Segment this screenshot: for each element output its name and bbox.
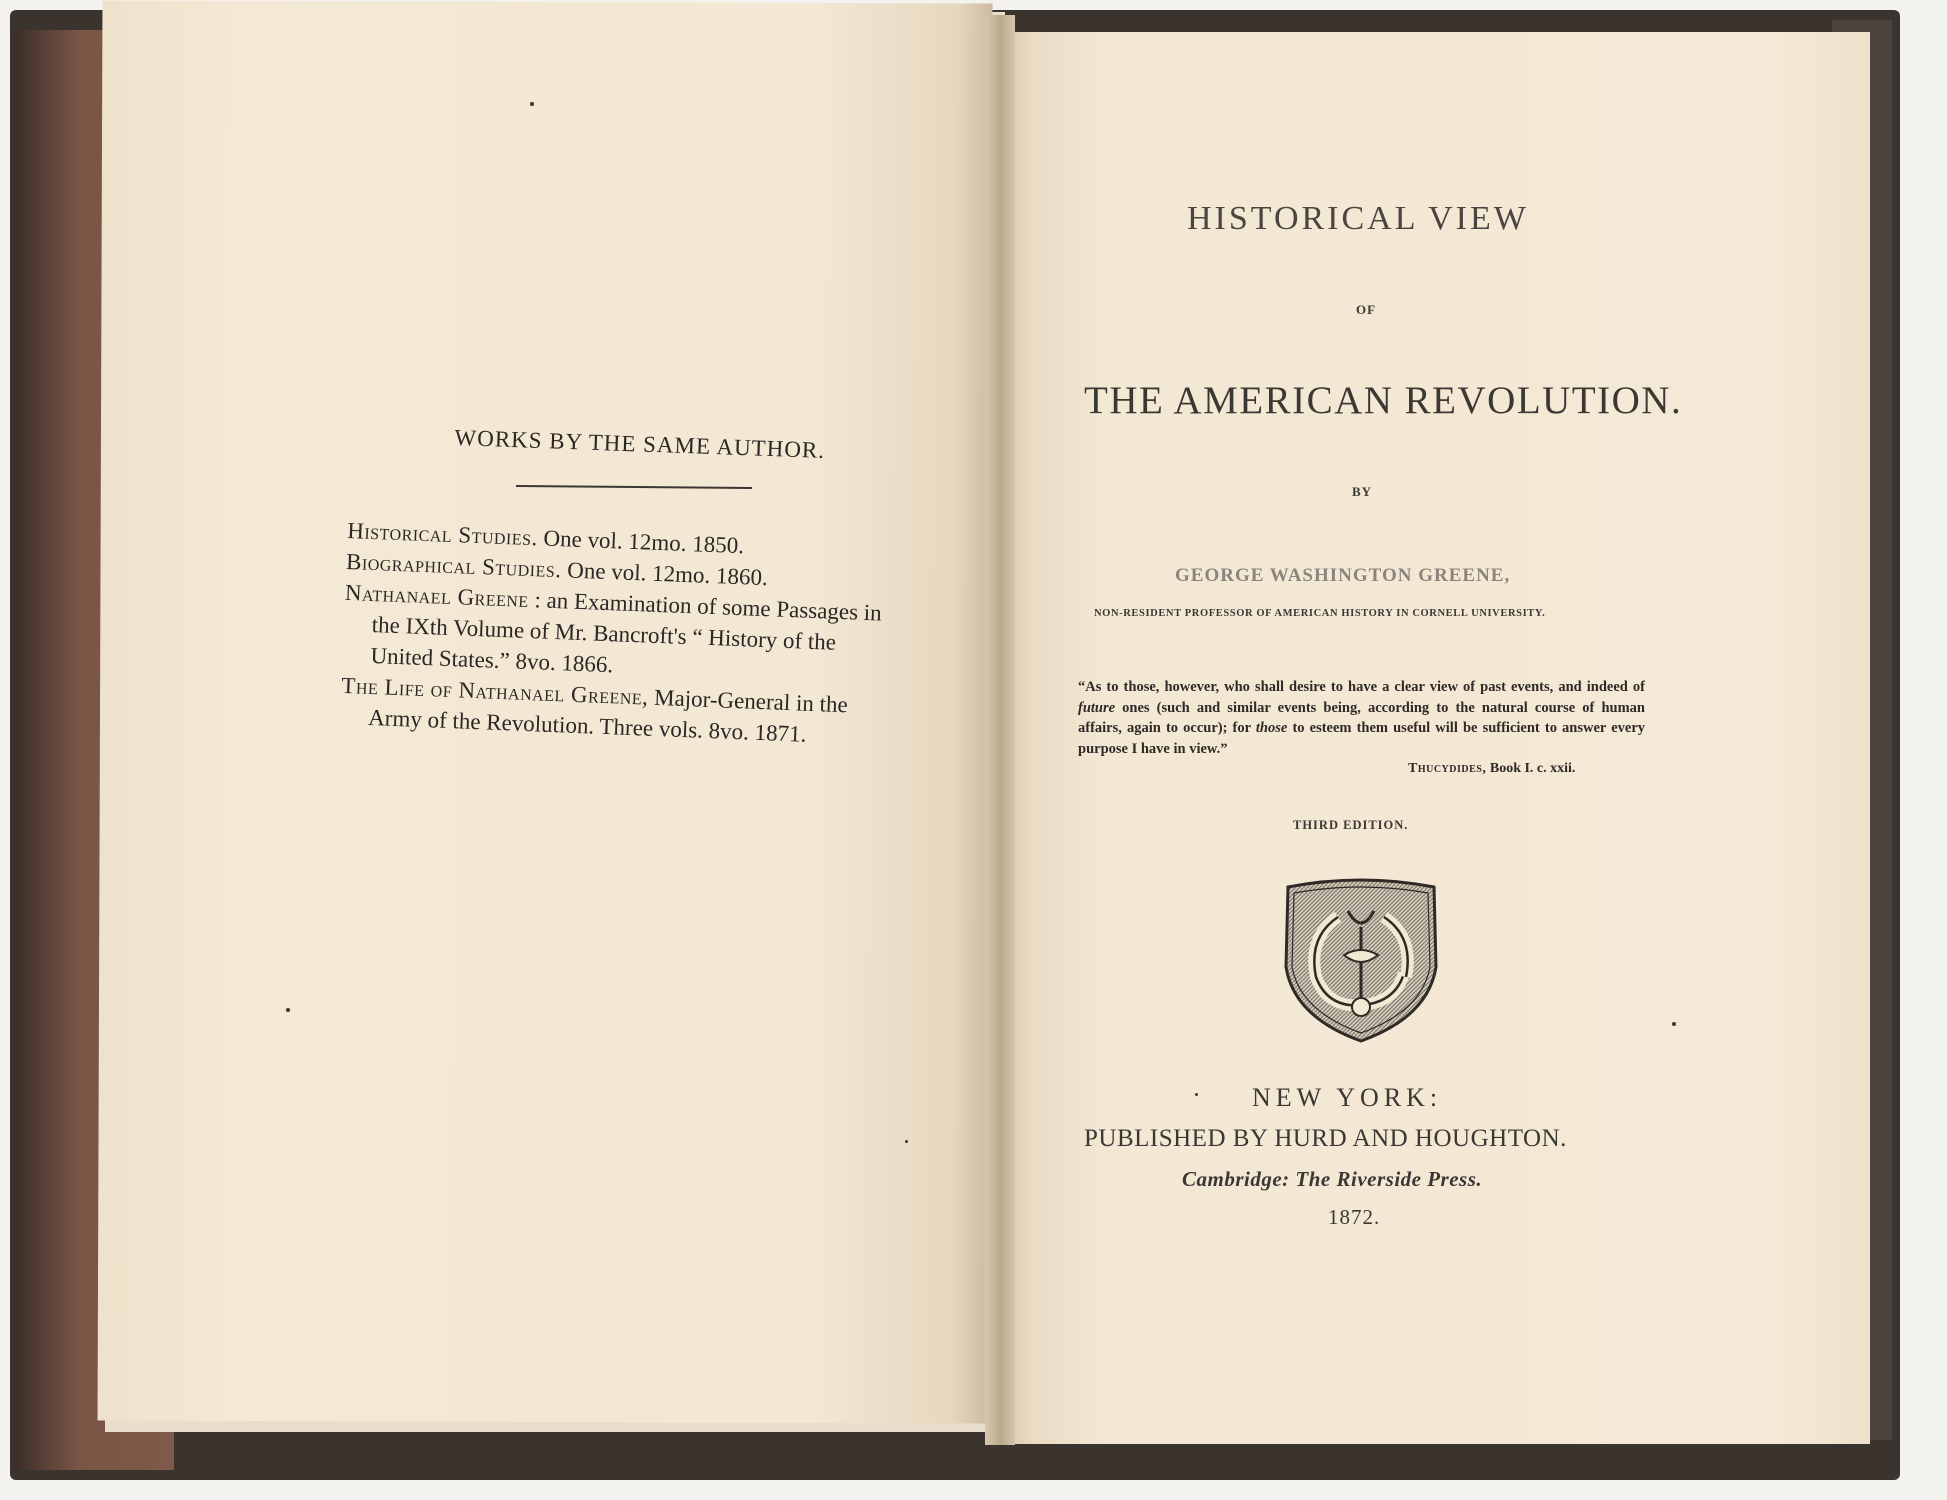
epigraph-citation (1408, 761, 1575, 777)
author-name: GEORGE WASHINGTON GREENE, (1175, 565, 1511, 586)
paper-speck (1195, 1093, 1198, 1096)
book-title-of: OF (1356, 302, 1377, 317)
work-details: Major-General in the Army of the Revolution. Three vols. 8vo. 1871. (367, 684, 849, 747)
work-title: Biographical Studies. (345, 548, 563, 583)
epigraph-emphasis-future: future (1078, 699, 1116, 716)
publication-place: NEW YORK: (1252, 1083, 1443, 1112)
book-title-line-1: HISTORICAL VIEW (1187, 200, 1529, 237)
paper-speck (1672, 1022, 1676, 1026)
citation-reference: Book I. c. xxii. (1486, 761, 1576, 776)
epigraph-quote (1078, 677, 1645, 759)
book-title-line-2: THE AMERICAN REVOLUTION. (1084, 379, 1683, 422)
work-details: One vol. 12mo. 1860. (561, 557, 769, 591)
work-title: The Life of Nathanael Greene, (340, 672, 649, 710)
citation-author: Thucydides, (1408, 761, 1487, 776)
by-line: BY (1352, 484, 1373, 499)
author-position: NON-RESIDENT PROFESSOR OF AMERICAN HISTORY IN CORNELL UNIVERSITY. (1094, 608, 1546, 619)
publication-year: 1872. (1328, 1205, 1381, 1229)
epigraph-text: to esteem them useful will be sufficient to answer every purpose I have in view.” (1078, 720, 1646, 757)
edition-label: THIRD EDITION. (1293, 818, 1409, 832)
printer-line: Cambridge: The Riverside Press. (1182, 1167, 1483, 1191)
work-details: One vol. 12mo. 1850. (537, 525, 745, 559)
work-title: Historical Studies. (346, 517, 539, 551)
epigraph-text: “As to those, however, who shall desire to have a clear view of past events, and indeed of (1078, 679, 1645, 695)
work-details: : an Examination of some Passages in the IXth Volume of Mr. Bancroft's “ History of the United States.” 8vo. 1866. (370, 587, 883, 678)
epigraph-text: ones (such and similar events being, according to the natural course of human affairs, again to occur); for (1078, 699, 1645, 736)
epigraph-emphasis-those: those (1255, 720, 1288, 736)
work-title: Nathanael Greene (344, 579, 530, 612)
publisher-monogram-shield-icon (1278, 877, 1444, 1045)
publisher-line: PUBLISHED BY HURD AND HOUGHTON. (1084, 1125, 1567, 1152)
works-heading: WORKS BY THE SAME AUTHOR. (454, 425, 826, 463)
